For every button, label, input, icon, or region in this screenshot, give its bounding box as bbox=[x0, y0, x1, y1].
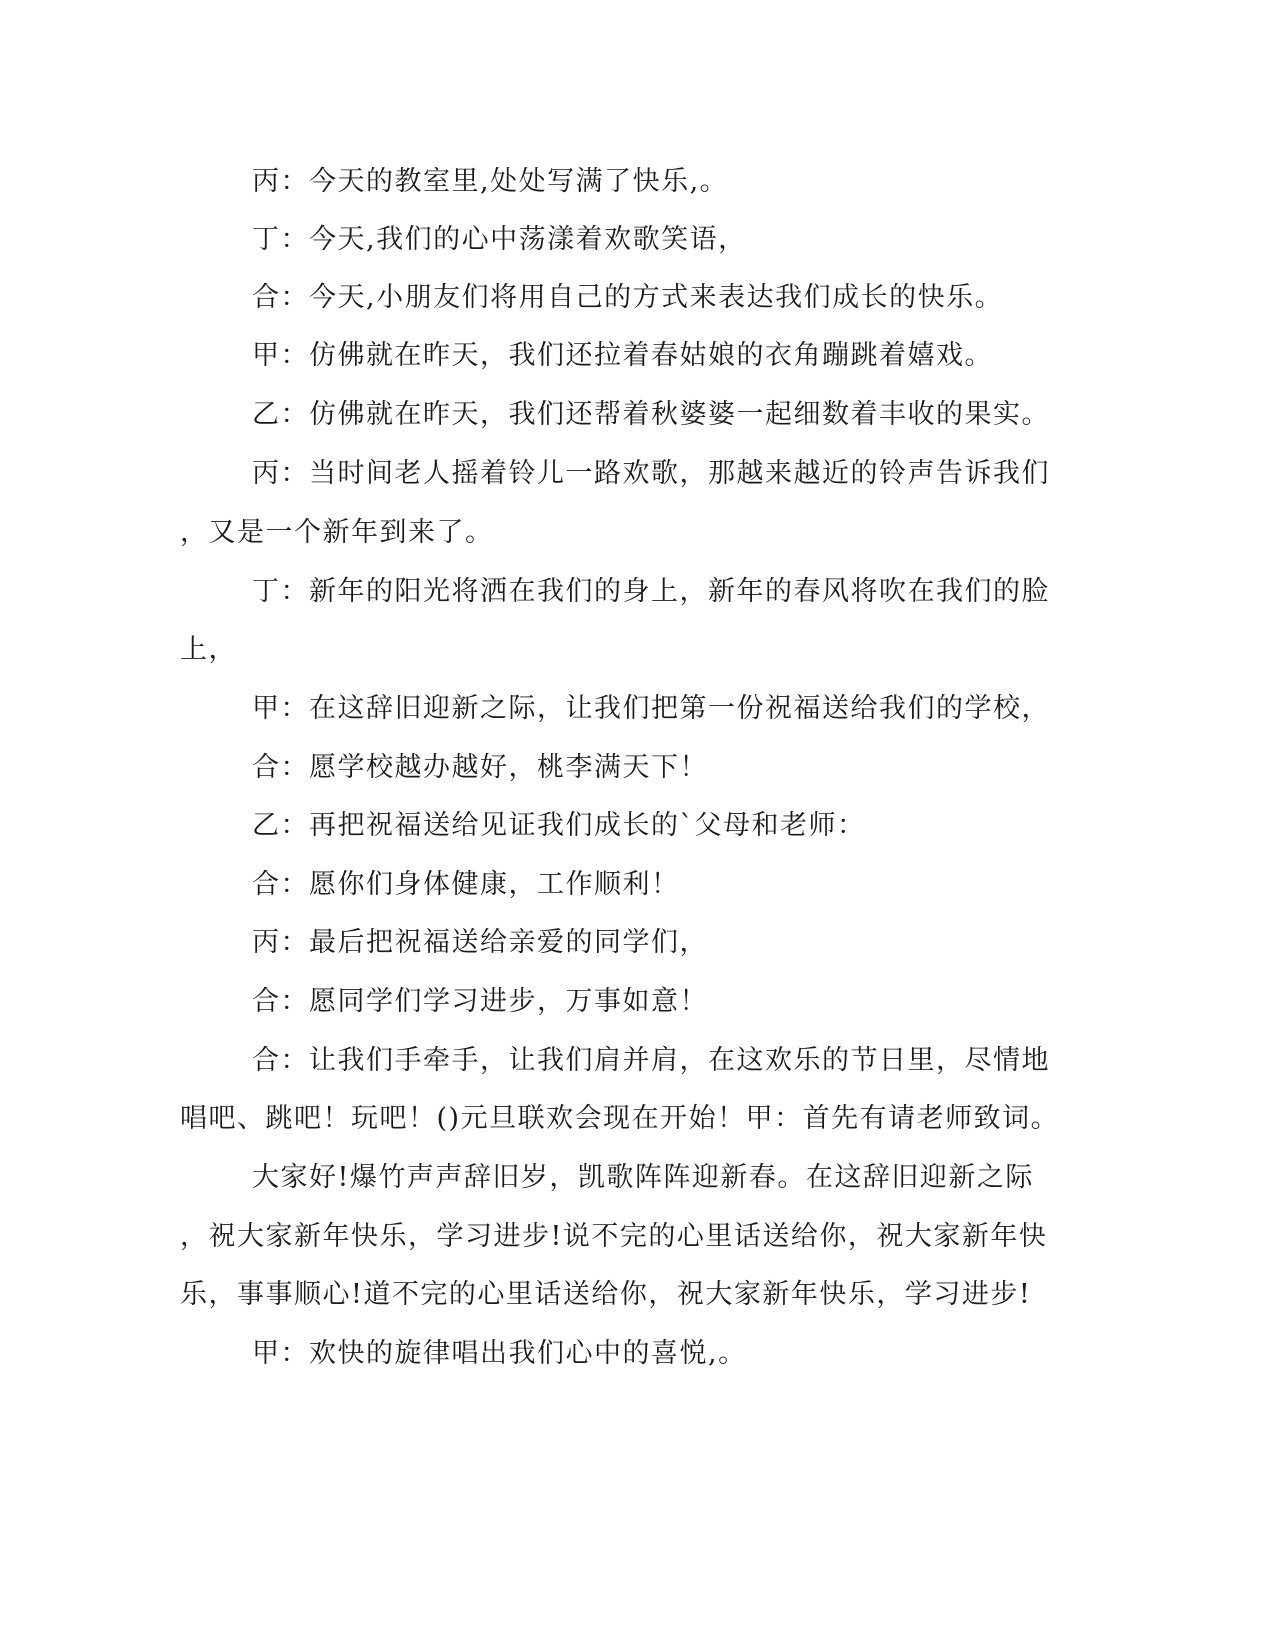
paragraph-line: 甲：仿佛就在昨天，我们还拉着春姑娘的衣角蹦跳着嬉戏。 bbox=[252, 340, 993, 371]
paragraph-line: ，祝大家新年快乐，学习进步!说不完的心里话送给你，祝大家新年快 bbox=[180, 1221, 1048, 1252]
paragraph-line: 合：今天,小朋友们将用自己的方式来表达我们成长的快乐。 bbox=[252, 282, 1004, 313]
paragraph-line: 丙：最后把祝福送给亲爱的同学们， bbox=[252, 927, 708, 958]
paragraph-line: 甲：在这辞旧迎新之际，让我们把第一份祝福送给我们的学校， bbox=[252, 693, 1050, 724]
paragraph-line: 合：愿学校越办越好，桃李满天下！ bbox=[252, 752, 708, 783]
paragraph-line: 丙：当时间老人摇着铃儿一路欢歌，那越来越近的铃声告诉我们 bbox=[252, 458, 1050, 489]
paragraph-line: 乐，事事顺心!道不完的心里话送给你，祝大家新年快乐，学习进步! bbox=[180, 1279, 1032, 1310]
paragraph-line: 上， bbox=[180, 634, 237, 665]
paragraph-line: 乙：再把祝福送给见证我们成长的`父母和老师： bbox=[252, 810, 866, 841]
paragraph-line: 唱吧、跳吧！玩吧！()元旦联欢会现在开始！甲：首先有请老师致词。 bbox=[180, 1103, 1060, 1134]
paragraph-line: 丁：新年的阳光将洒在我们的身上，新年的春风将吹在我们的脸 bbox=[252, 576, 1050, 607]
paragraph-line: 合：愿同学们学习进步，万事如意！ bbox=[252, 986, 708, 1017]
paragraph-line: ，又是一个新年到来了。 bbox=[180, 517, 494, 548]
paragraph-line: 合：让我们手牵手，让我们肩并肩，在这欢乐的节日里，尽情地 bbox=[252, 1045, 1050, 1076]
paragraph-line: 丙：今天的教室里,处处写满了快乐,。 bbox=[252, 166, 729, 197]
paragraph-line: 甲：欢快的旋律唱出我们心中的喜悦,。 bbox=[252, 1338, 747, 1369]
paragraph-line: 丁：今天,我们的心中荡漾着欢歌笑语， bbox=[252, 224, 747, 255]
paragraph-line: 合：愿你们身体健康，工作顺利！ bbox=[252, 869, 680, 900]
paragraph-line: 乙：仿佛就在昨天，我们还帮着秋婆婆一起细数着丰收的果实。 bbox=[252, 399, 1050, 430]
paragraph-line: 大家好!爆竹声声辞旧岁，凯歌阵阵迎新春。在这辞旧迎新之际 bbox=[252, 1162, 1034, 1193]
